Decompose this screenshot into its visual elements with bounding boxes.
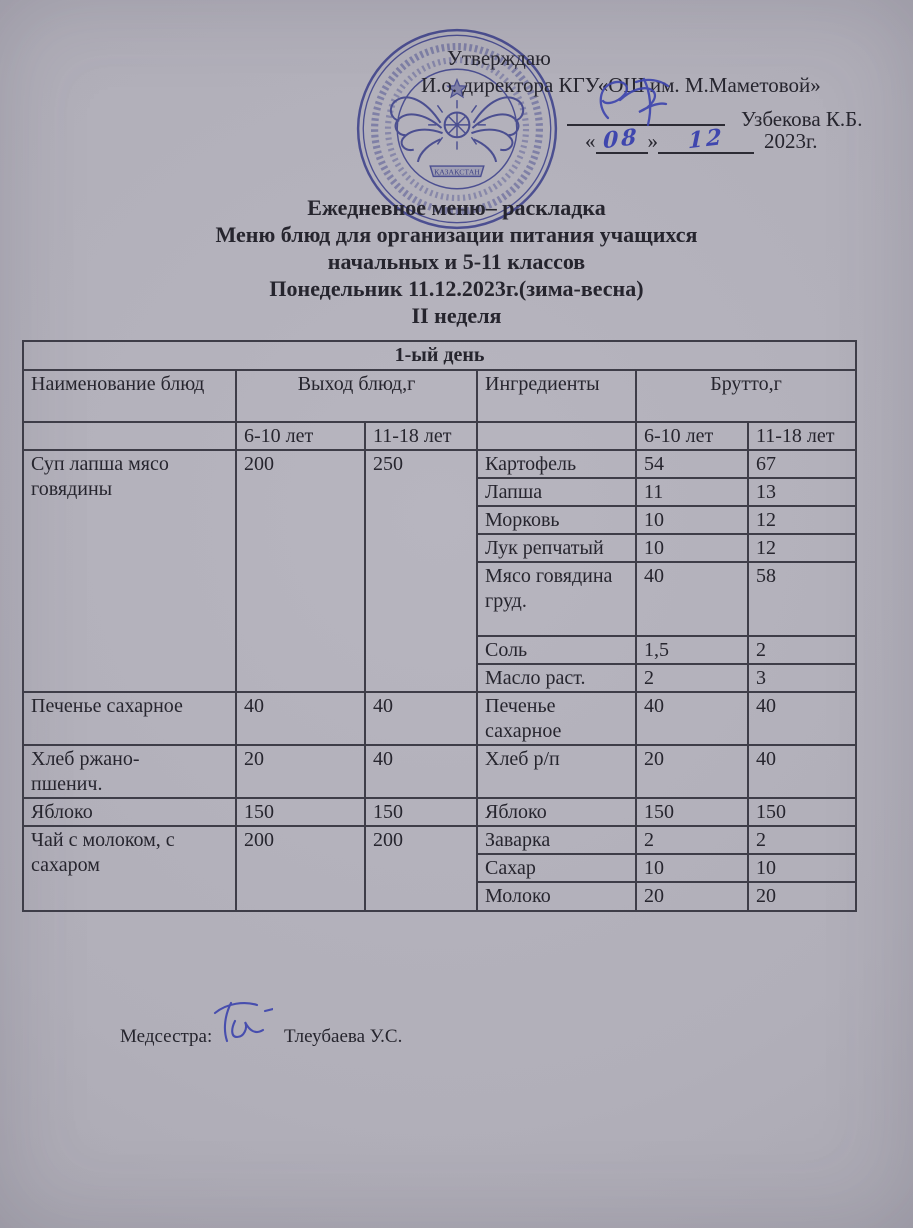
dish-name-cell: Хлеб ржано-пшенич. xyxy=(23,745,236,798)
dish-name-cell: Яблоко xyxy=(23,798,236,826)
approval-word: Утверждаю xyxy=(447,46,551,70)
date-open-quote: « xyxy=(585,129,596,153)
ingredient-name-cell: Соль xyxy=(477,636,636,664)
brutto-6-10-cell: 150 xyxy=(636,798,748,826)
dish-name-cell: Суп лапша мясо говядины xyxy=(23,450,236,692)
output-6-10-cell: 20 xyxy=(236,745,365,798)
title-line-2: Меню блюд для организации питания учащихся xyxy=(215,222,698,247)
output-11-18-cell: 40 xyxy=(365,692,477,745)
output-6-10-cell: 40 xyxy=(236,692,365,745)
output-6-10-cell: 150 xyxy=(236,798,365,826)
ingredient-name-cell: Картофель xyxy=(477,450,636,478)
age-col-1: 6-10 лет xyxy=(636,422,748,450)
title-line-4: Понедельник 11.12.2023г.(зима-весна) xyxy=(269,276,644,301)
table-row-day xyxy=(23,341,856,370)
output-6-10-cell: 200 xyxy=(236,826,365,911)
ingredient-name-cell: Сахар xyxy=(477,854,636,882)
col-ingredients-header: Ингредиенты xyxy=(477,370,636,422)
brutto-11-18-cell: 12 xyxy=(748,506,856,534)
date-month-field xyxy=(658,123,754,155)
output-11-18-cell: 150 xyxy=(365,798,477,826)
date-day-handwritten: 08 xyxy=(603,123,640,155)
ingredient-name-cell: Морковь xyxy=(477,506,636,534)
col-brutto-header: Брутто,г xyxy=(636,370,856,422)
brutto-11-18-cell: 2 xyxy=(748,826,856,854)
brutto-11-18-cell: 3 xyxy=(748,664,856,692)
age-col-2: 11-18 лет xyxy=(365,422,477,450)
brutto-6-10-cell: 10 xyxy=(636,506,748,534)
brutto-6-10-cell: 54 xyxy=(636,450,748,478)
brutto-6-10-cell: 2 xyxy=(636,826,748,854)
brutto-11-18-cell: 12 xyxy=(748,534,856,562)
table-row xyxy=(23,798,856,826)
brutto-11-18-cell: 20 xyxy=(748,882,856,911)
table-row-header xyxy=(23,370,856,422)
title-line-3: начальных и 5-11 классов xyxy=(327,249,586,274)
brutto-6-10-cell: 20 xyxy=(636,882,748,911)
age-col-1: 6-10 лет xyxy=(236,422,365,450)
brutto-6-10-cell: 40 xyxy=(636,562,748,636)
brutto-6-10-cell: 20 xyxy=(636,745,748,798)
ingredient-name-cell: Хлеб р/п xyxy=(477,745,636,798)
dish-name-cell: Печенье сахарное xyxy=(23,692,236,745)
dish-name-cell: Чай с молоком, с сахаром xyxy=(23,826,236,911)
output-11-18-cell: 40 xyxy=(365,745,477,798)
ingredient-name-cell: Масло раст. xyxy=(477,664,636,692)
approval-date xyxy=(585,123,818,155)
table-row xyxy=(23,826,856,854)
menu-table xyxy=(22,340,857,912)
age-col-2: 11-18 лет xyxy=(748,422,856,450)
table-row xyxy=(23,745,856,798)
document-title-block xyxy=(0,194,913,329)
director-signature-icon xyxy=(592,76,688,128)
brutto-11-18-cell: 40 xyxy=(748,745,856,798)
stamp-banner-text: ҚАЗАҚСТАН xyxy=(434,167,480,177)
brutto-6-10-cell: 11 xyxy=(636,478,748,506)
output-6-10-cell: 200 xyxy=(236,450,365,692)
nurse-name: Тлеубаева У.С. xyxy=(284,1026,403,1047)
brutto-11-18-cell: 58 xyxy=(748,562,856,636)
date-close-quote: » xyxy=(647,129,658,153)
day-header-cell: 1-ый день xyxy=(23,341,856,370)
ingredient-name-cell: Печенье сахарное xyxy=(477,692,636,745)
date-day-field xyxy=(596,123,648,155)
output-11-18-cell: 250 xyxy=(365,450,477,692)
brutto-6-10-cell: 40 xyxy=(636,692,748,745)
date-year: 2023г. xyxy=(764,129,818,153)
director-name: Узбекова К.Б. xyxy=(741,107,863,131)
ingredient-name-cell: Яблоко xyxy=(477,798,636,826)
nurse-label: Медсестра: xyxy=(120,1026,213,1047)
brutto-11-18-cell: 10 xyxy=(748,854,856,882)
brutto-11-18-cell: 40 xyxy=(748,692,856,745)
table-row xyxy=(23,692,856,745)
ingredient-name-cell: Мясо говядина груд. xyxy=(477,562,636,636)
title-line-5: II неделя xyxy=(411,303,502,328)
ingredient-name-cell: Заварка xyxy=(477,826,636,854)
output-11-18-cell: 200 xyxy=(365,826,477,911)
table-row xyxy=(23,450,856,478)
brutto-11-18-cell: 2 xyxy=(748,636,856,664)
ingredient-name-cell: Молоко xyxy=(477,882,636,911)
director-line: И.о. директора КГУ«ОШ им. М.Маметовой» xyxy=(421,73,821,97)
brutto-6-10-cell: 1,5 xyxy=(636,636,748,664)
empty-cell xyxy=(477,422,636,450)
nurse-signature-icon xyxy=(207,995,273,1051)
title-line-1: Ежедневное меню– раскладка xyxy=(307,195,606,220)
brutto-6-10-cell: 10 xyxy=(636,854,748,882)
ingredient-name-cell: Лапша xyxy=(477,478,636,506)
col-dish-header: Наименование блюд xyxy=(23,370,236,422)
col-output-header: Выход блюд,г xyxy=(236,370,477,422)
empty-cell xyxy=(23,422,236,450)
table-row-subheader xyxy=(23,422,856,450)
date-month-handwritten: 12 xyxy=(687,123,725,155)
brutto-11-18-cell: 13 xyxy=(748,478,856,506)
brutto-11-18-cell: 67 xyxy=(748,450,856,478)
ingredient-name-cell: Лук репчатый xyxy=(477,534,636,562)
brutto-6-10-cell: 10 xyxy=(636,534,748,562)
brutto-11-18-cell: 150 xyxy=(748,798,856,826)
brutto-6-10-cell: 2 xyxy=(636,664,748,692)
